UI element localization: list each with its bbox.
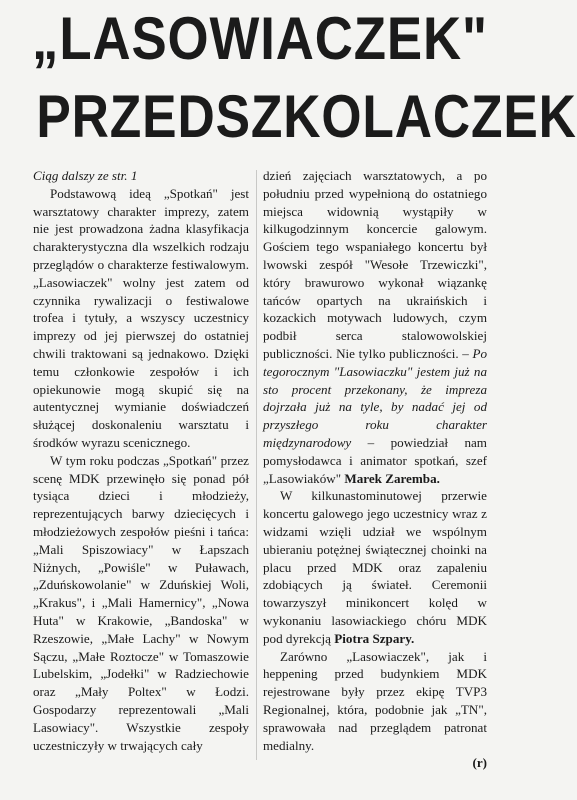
column-divider bbox=[256, 170, 257, 760]
quote-attribution: – powiedział nam pomysłodawca i animator spotkań, szef „Lasowiaków" bbox=[263, 434, 487, 486]
article-column-left bbox=[33, 167, 249, 762]
continuation-label: Ciąg dalszy ze str. 1 bbox=[33, 168, 138, 183]
author-initial: (r) bbox=[472, 755, 487, 771]
organizer-name: Marek Zaremba. bbox=[344, 470, 440, 486]
quote-dash: – bbox=[462, 345, 473, 361]
quote-text: Po tegorocznym "Lasowiaczku" jestem już na sto procent przekonany, że impreza dojrzała już na tyle, by nadać jej od przyszłego roku charakter międzynarodowy bbox=[263, 345, 487, 450]
paragraph-3 bbox=[263, 487, 487, 647]
paragraph-2: W tym roku podczas „Spotkań" przez scenę MDK przewinęło się ponad pół tysiąca dzieci i młodzieży, reprezentujących barwy dziecięcych i młodzieżowych zespołów pieśni i tańca: „Mali Spiszowiacy" w Łapszach Niżnych, „Powiśle" w Puławach, „Zduńskowolanie" w Zduńskiej Woli, „Krakus", i „Mali Hamernicy", „Nowa Huta" w Krakowie, „Bandoska" w Rzeszowie, „Małe Lachy" w Nowym Sączu, „Małe Roztocze" w Tomaszowie Lubelskim, „Jodełki" w Radziechowie oraz „Mały Poltex" w Łodzi. Gospodarzy reprezentowali „Mali Lasowiacy". Wszystkie zespoły uczestniczyły w trwających cały bbox=[33, 452, 249, 753]
choir-director-name: Piotra Szpary. bbox=[334, 630, 415, 646]
headline-line-2: PRZEDSZKOLACZEK bbox=[36, 83, 577, 150]
paragraph-1: Podstawową ideą „Spotkań" jest warsztatowy charakter imprezy, zatem nie jest prowadzona żadna klasyfikacja charakterystyczna dla wszelkich rodzaju przeglądów o charakterze festiwalowym. „Lasowiaczek" wolny jest zatem od czynnika rywalizacji o festiwalowe trofea i tytuły, a wszyscy uczestnicy imprezy od jej pierwszej do ostatniej chwili traktowani są jednakowo. Dzięki temu członkowie zespołów i ich opiekunowie mogą skupić się na autentycznej wymianie doświadczeń służącej doskonaleniu warsztatu i środków wyrazu scenicznego. bbox=[33, 185, 249, 450]
paragraph-2-continued bbox=[263, 167, 487, 487]
paragraph-2-continued-text: dzień zajęciach warsztatowych, a po południu przed wypełnioną do ostatniego miejsca widownią wystąpiły w kilkugodzinnym koncercie galowym. Gościem tego wspaniałego koncertu był lwowski zespół "Wesołe Trzewiczki", który brawurowo wykonał wiązankę tańców opartych na ukraińskich i kozackich motywach ludowych, czym podbił serca stalowowolskiej publiczności. Nie tylko publiczności. bbox=[263, 168, 487, 361]
paragraph-3-text: W kilkunastominutowej przerwie koncertu galowego jego uczestnicy wraz z widzami wzięli udział we wspólnym ubieraniu potężnej świątecznej choinki na placu przed MDK oraz zapaleniu zdobiących ją świateł. Ceremonii towarzyszył minikoncert kolęd w wykonaniu lasowiackiego chóru MDK pod dyrekcją bbox=[263, 488, 487, 646]
paragraph-4: Zarówno „Lasowiaczek", jak i heppening przed budynkiem MDK rejestrowane były przez ekipę TVP3 Regionalnej, która, podobnie jak „TN", sprawowała nad przeglądem patronat medialny. bbox=[263, 648, 487, 753]
article-column-right bbox=[263, 167, 487, 771]
headline-line-1: „LASOWIACZEK" bbox=[32, 5, 488, 72]
